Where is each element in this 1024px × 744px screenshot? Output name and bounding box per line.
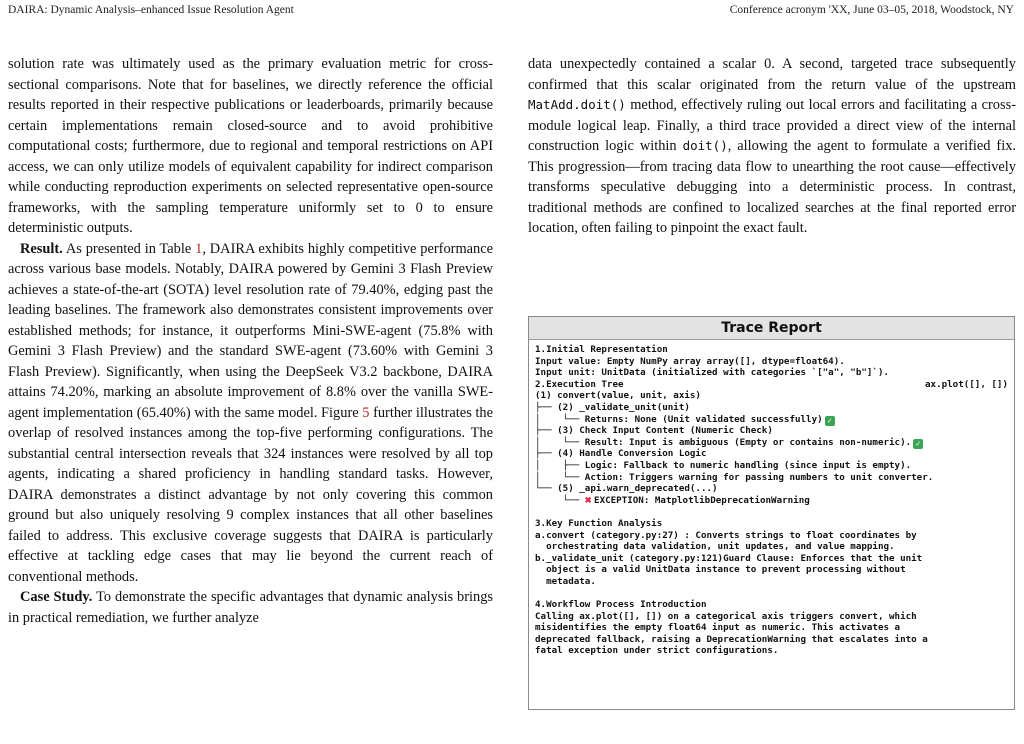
trace-text-a: data unexpectedly contained a scalar 0. A second, targeted trace subsequently confirmed that this scalar originated from the return value of the upstream [528,56,1016,93]
trace-report-title: Trace Report [529,317,1014,340]
trace-text-c: , allowing the agent to formulate a verified fix. This progression—from tracing data flow to unearthing the root cause—effectively transforms speculative debugging into a deterministic process. In contrast, traditional methods are confined to localized searches at the final reported error location, often failing to pinpoint the exact fault. [528,138,1016,236]
tree-leaf-check-result [535,437,1008,449]
analysis-convert: a.convert (category.py:27) : Converts strings to float coordinates by orchestrating data validation, unit updates, and value mapping. [535,529,917,553]
check-icon: ✓ [913,439,923,449]
tree-leaf-logic: │ ├── Logic: Fallback to numeric handling (since input is empty). [535,459,912,471]
case-study-heading: Case Study. [20,589,93,605]
code-doit: doit() [682,138,728,153]
result-text-c: further illustrates the overlap of resolved instances among the top-five performing configurations. The substantial central intersection reveals that 324 instances were resolved by all top agents, indicating a shared proficiency in handling standard tasks. However, DAIRA demonstrates a distinct advantage by not only covering this common ground but also uniquely resolving 9 complex instances that all other baselines failed to address. This exclusive coverage suggests that DAIRA is particularly effective at tackling edge cases that may lie beyond the current reach of conventional methods. [8,404,493,585]
paragraph-trace-discussion [528,54,1016,239]
running-header-title: DAIRA: Dynamic Analysis–enhanced Issue Resolution Agent [8,4,294,16]
check-icon: ✓ [825,416,835,426]
running-header-conference: Conference acronym 'XX, June 03–05, 2018, Woodstock, NY [729,4,1014,16]
analysis-validate-unit: b._validate_unit (category.py:121)Guard Clause: Enforces that the unit object is a valid UnitData instance to prevent processing without metadata. [535,552,923,587]
spacer [535,587,1008,599]
result-text-b: , DAIRA exhibits highly competitive performance across various base models. Notably, DAIRA powered by Gemini 3 Flash Preview achieves a state-of-the-art (SOTA) level resolution rate of 79.40%, edging past the leading baselines. The framework also demonstrates consistent improvements over established methods; for instance, it outperforms Mini-SWE-agent (75.8% with Gemini 3 Flash Preview) and the standard SWE-agent (73.60% with Gemini 3 Flash Preview). Significantly, when using the DeepSeek V3.2 backbone, DAIRA attains 74.20%, marking an absolute improvement of 8.8% over the vanilla SWE-agent implementation (65.40%) with the same model. Figure [8,240,493,421]
trace-text-b: method, effectively ruling out local errors and facilitating a cross-module logical leap. Finally, a third trace provided a direct view of the internal construction logic within [528,97,1016,154]
paragraph-evaluation: solution rate was ultimately used as the primary evaluation metric for cross-sectional comparisons. Note that for baselines, we directly reference the official results reported in their respective publications or leaderboards, primarily because certain implementations remain closed-source and to avoid prohibitive computational costs; furthermore, due to regional and temporal restrictions on API access, we can only utilize models of equivalent capability for indirect comparison while conducting reproduction experiments on selected representative open-source frameworks, with the sampling temperature uniformly set to 0 to ensure deterministic outputs. [8,56,493,236]
input-unit-line: Input unit: UnitData (initialized with categories `["a", "b"]`). [535,367,890,379]
plot-call: ax.plot([], []) [925,378,1008,390]
input-value-line: Input value: Empty NumPy array array([], dtype=float64). [535,355,845,367]
figure-ref-link[interactable]: 5 [362,404,370,421]
workflow-description: Calling ax.plot([], []) on a categorical axis triggers convert, which misidentifies the empty float64 input as numeric. This activates a deprecated fallback, raising a DeprecationWarning that escalates into a fatal exception under strict configurations. [535,610,928,657]
tree-leaf-action: │ └── Action: Triggers warning for passing numbers to unit converter. [535,471,934,483]
tree-leaf-validate-result [535,414,1008,426]
section-initial-representation: 1.Initial Representation [535,344,668,355]
left-column [8,54,493,744]
tree-node-warn-deprecated: └── (5) _api.warn_deprecated(...) [535,483,718,495]
validate-result-text: │ └── Returns: None (Unit validated successfully) [535,413,823,425]
exception-prefix: └── [535,494,585,506]
section-key-function-analysis: 3.Key Function Analysis [535,517,663,529]
result-text-a: As presented in Table [62,240,196,257]
result-heading: Result. [20,240,63,257]
tree-node-validate-unit: ├── (2) _validate_unit(unit) [535,401,690,413]
case-study-text: To demonstrate the specific advantages that dynamic analysis brings in practical remediation, we further analyze [8,589,493,626]
table-ref-link[interactable]: 1 [195,240,203,257]
cross-icon: ✖ [584,492,593,507]
paragraph-case-study [8,587,493,628]
trace-report-body [529,340,1014,661]
execution-tree-heading: 2.Execution Tree [535,378,624,390]
section-workflow-process: 4.Workflow Process Introduction [535,599,707,611]
tree-node-conversion-logic: ├── (4) Handle Conversion Logic [535,448,707,460]
right-column [528,54,1016,239]
exception-text: EXCEPTION: MatplotlibDeprecationWarning [594,494,810,506]
paragraph-result [8,239,493,588]
tree-node-convert: (1) convert(value, unit, axis) [535,390,701,402]
tree-node-check-input: ├── (3) Check Input Content (Numeric Check) [535,425,773,437]
check-result-text: │ └── Result: Input is ambiguous (Empty or contains non-numeric). [535,436,912,448]
code-matadd-doit: MatAdd.doit() [528,97,626,112]
trace-report-figure [528,316,1015,710]
spacer [535,506,1008,518]
tree-leaf-exception [535,492,1008,507]
section-execution-tree [535,379,1008,391]
